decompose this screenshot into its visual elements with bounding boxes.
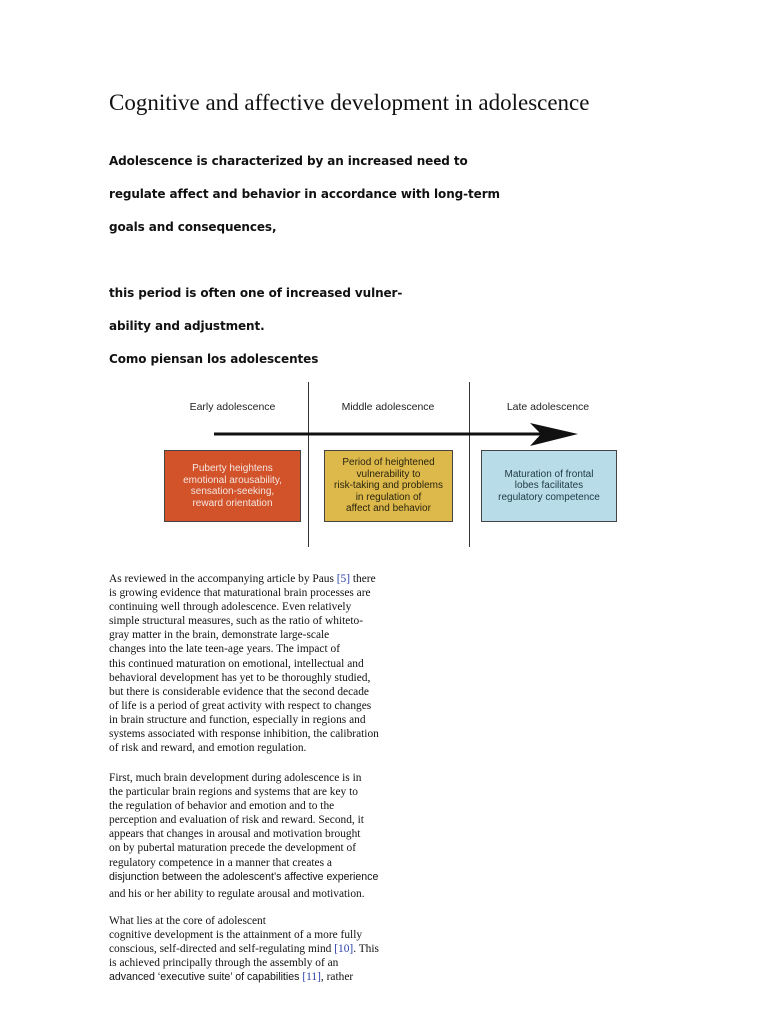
- page-title: Cognitive and affective development in adolescence: [109, 90, 590, 115]
- paragraph-line: disjunction between the adolescent’s affective experience: [109, 870, 379, 883]
- intro-line-5: ability and adjustment.: [109, 319, 265, 333]
- paragraph-line: the particular brain regions and systems that are key to: [109, 786, 358, 799]
- stage-label-late: Late adolescence: [506, 401, 590, 413]
- stage-label-early: Early adolescence: [189, 401, 276, 413]
- paragraph-line: in brain structure and function, especially in regions and: [109, 713, 366, 726]
- paragraph-line: regulatory competence in a manner that creates a: [109, 856, 332, 869]
- paragraph-line: and his or her ability to regulate arousal and motivation.: [109, 887, 365, 900]
- paragraph-line: the regulation of behavior and emotion and to the: [109, 800, 335, 813]
- paragraph-line: advanced ‘executive suite’ of capabilities [11], rather: [109, 971, 354, 984]
- paragraph-line: changes into the late teen-age years. The impact of: [109, 643, 340, 656]
- paragraph-3: [109, 914, 409, 984]
- citation-link[interactable]: [5]: [336, 573, 351, 585]
- paragraph-line: but there is considerable evidence that the second decade: [109, 685, 369, 698]
- paragraph-line: What lies at the core of adolescent: [109, 915, 266, 927]
- box-early-adolescence: Puberty heightens emotional arousability, sensation-seeking, reward orientation: [164, 450, 301, 522]
- paragraph-line: cognitive development is the attainment of a more fully: [109, 929, 363, 942]
- paragraph-line: this continued maturation on emotional, intellectual and: [109, 657, 364, 670]
- paragraph-line: simple structural measures, such as the ratio of whiteto-: [109, 615, 364, 628]
- citation-link[interactable]: [11]: [302, 971, 321, 984]
- stage-label-middle: Middle adolescence: [341, 401, 435, 413]
- paragraph-line: perception and evaluation of risk and reward. Second, it: [109, 814, 364, 827]
- paragraph-line: First, much brain development during adolescence is in: [109, 772, 362, 784]
- intro-line-2: regulate affect and behavior in accordance with long-term: [109, 187, 500, 201]
- paragraph-line: gray matter in the brain, demonstrate large-scale: [109, 629, 330, 642]
- paragraph-line: on by pubertal maturation precede the development of: [109, 842, 357, 855]
- paragraph-line: is achieved principally through the assembly of an: [109, 957, 339, 970]
- stage-divider: [308, 382, 309, 547]
- intro-line-4: this period is often one of increased vulner-: [109, 286, 403, 300]
- box-late-adolescence: Maturation of frontal lobes facilitates regulatory competence: [481, 450, 617, 522]
- paragraph-line: is growing evidence that maturational brain processes are: [109, 587, 371, 600]
- paragraph-line: behavioral development has yet to be thoroughly studied,: [109, 671, 371, 684]
- stage-divider: [469, 382, 470, 547]
- paragraph-line: continuing well through adolescence. Even relatively: [109, 601, 352, 614]
- citation-link[interactable]: [10]: [334, 943, 354, 956]
- intro-line-1: Adolescence is characterized by an increased need to: [109, 154, 468, 168]
- paragraph-line: of risk and reward, and emotion regulation.: [109, 742, 307, 755]
- paragraph-line: appears that changes in arousal and motivation brought: [109, 828, 361, 841]
- paragraph-line: systems associated with response inhibition, the calibration: [109, 728, 379, 741]
- paragraph-2: [109, 771, 409, 901]
- paragraph-1: [109, 572, 409, 755]
- paragraph-line: of life is a period of great activity with respect to changes: [109, 699, 372, 712]
- paragraph-line: As reviewed in the accompanying article by Paus [5] there: [109, 573, 376, 585]
- box-middle-adolescence: Period of heightened vulnerability to risk-taking and problems in regulation of affect and behavior: [324, 450, 453, 522]
- intro-line-3: goals and consequences,: [109, 220, 277, 234]
- section-heading: Como piensan los adolescentes: [109, 352, 319, 366]
- paragraph-line: conscious, self-directed and self-regulating mind [10]. This: [109, 943, 379, 956]
